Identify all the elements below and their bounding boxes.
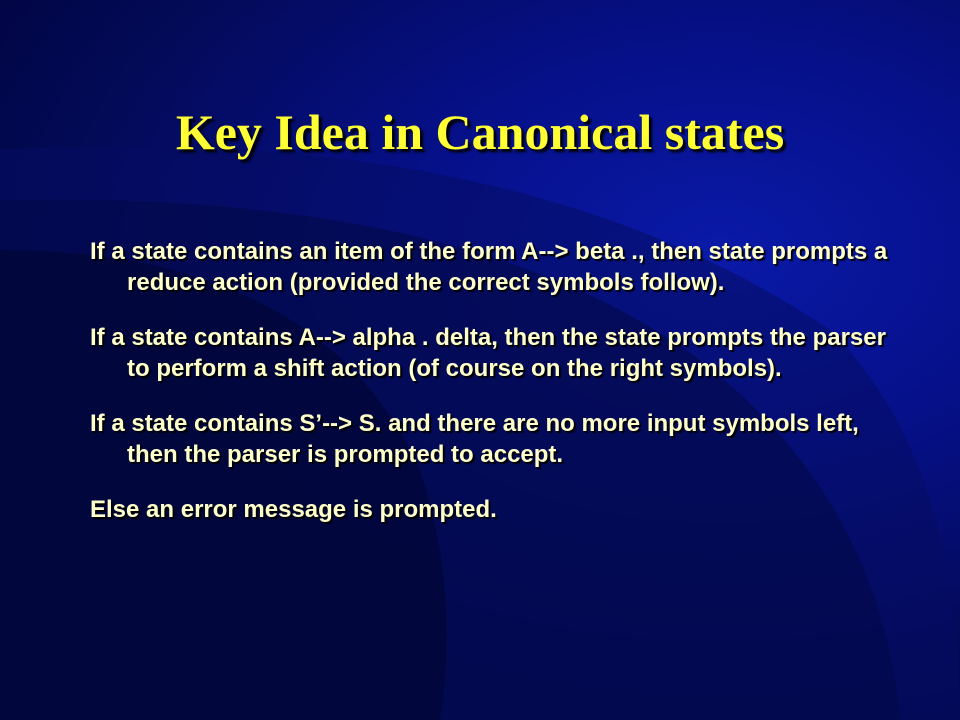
body-paragraph: If a state contains an item of the form A--> beta ., then state prompts a reduce action (provided the correct symbols follow). [90,238,888,296]
body-paragraph: If a state contains A--> alpha . delta, then the state prompts the parser to perform a shift action (of course on the right symbols). [90,324,886,382]
body-paragraph: Else an error message is prompted. [90,496,497,523]
slide-body [90,212,890,536]
body-paragraph: If a state contains S’--> S. and there are no more input symbols left, then the parser is prompted to accept. [90,410,859,468]
slide-title: Key Idea in Canonical states [175,104,785,160]
